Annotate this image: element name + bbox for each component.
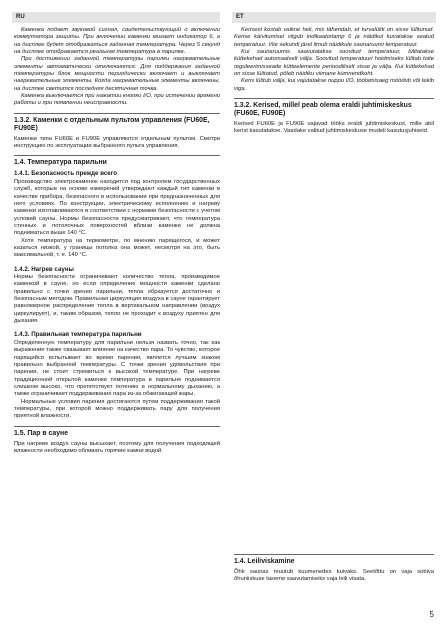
page-number: 5 — [429, 610, 434, 619]
intro-paragraph: Kerisest kostab vaikne heli, mis tähendab, et turvalüliti on sisse lülitunud. Kerise käivitumisel vilgub indikaatorlamp 6 ja näidikul kuvatakse seatud temperatuur. Viie sekundi järel ilmub näidikule saunaruumi temperatuur. — [234, 27, 434, 48]
section-heading-1-5: 1.5. Пар в сауне — [14, 426, 220, 438]
intro-paragraph: Каменка выключается при нажатии кнопки I/O, при истечении времени работы и при появлении неисправности. — [14, 93, 220, 107]
section-text-1-5: При нагреве воздух сауны высыхает, поэтому для получения подходящей влажности необходимо обливать горячие камни водой. — [14, 440, 220, 454]
intro-paragraph: Каменка подает звуковой сигнал, свидетельствующий о включении коммутатора защиты. При включении каменки мигает индикатор 6, а на дисплее будет отображаться заданная температура. Через 5 секунд на дисплее отображается реальная температура в парилке. — [14, 27, 220, 56]
intro-paragraph: При достижении заданной температуры парилки нагревательные элементы автоматически отключаются. Для поддержания заданной температуры блок мощности периодически включает и выключает нагревательные элементы. Когда нагревательные элементы включены, на дисплее светится последняя десятичная точка. — [14, 56, 220, 92]
paragraph-1-4-1-b: Хотя температура на термометре, по мнению парящегося, и может казаться низкой, у границы потолка она может, несмотря на это, быть максимальной, т. е. 140 °С. — [14, 237, 220, 259]
section-text-1-4: Õhk saunas muutub kuumenedes kuivaks. Seetõttu on vaja sobiva õhuniiskuse taseme saavutamiseks vaja leili visata. — [234, 569, 434, 583]
section-heading-1-3-2: 1.3.2. Каменки с отдельным пультом управления (FU60E, FU90E) — [14, 113, 220, 133]
russian-column — [14, 27, 220, 455]
paragraph-1-4-3-b: Нормальные условия парения достигаются путем поддерживания такой температуры, при которой можно поддерживать пару для получения приятной влажности. — [14, 398, 220, 420]
subsection-heading-1-4-2: 1.4.2. Нагрев сауны — [14, 265, 74, 273]
paragraph-1-4-1-a: Производство электрокаменок находится под контролем государственных служб, которые на основе измерений утверждают каждый тип каменки в качестве прибора, безопасного в использовании при предназначенных для него условиях. По конструкции, электрическому исполнению и нагреву каменки изготавливаются в соответствии с нормами безопасности с учетом условий сауны. Нормы безопасности предусматривают, что температура стенных и потолочных поверхностей вблизи каменки не должна подниматься выше 140 °С. — [14, 178, 220, 237]
subsection-heading-1-4-3: 1.4.3. Правильная температура парильни — [14, 331, 142, 339]
intro-paragraph: Keris lülitub välja, kui vajutatakse nuppu I/O, töötamisaeg möödub või tekib viga. — [234, 78, 434, 92]
language-label-et: ET — [236, 14, 244, 20]
intro-paragraph: Kui saunaruumis saavutatakse soovitud temperatuur, lülitatakse küttekehad automaatselt välja. Soovitud temperatuuri hoidmiseks lülitab toite reguleerimisseade kütteelemente perioodiliselt sisse ja välja. Kui küttekehad on sisse lülitatud, põleb näidiku viimane kümnendkoht. — [234, 49, 434, 78]
section-heading-1-4: 1.4. Температура парильни — [14, 155, 220, 167]
language-label-ru: RU — [16, 14, 25, 20]
subsection-heading-1-4-1: 1.4.1. Безопасность прежде всего — [14, 170, 117, 178]
paragraph-1-4-3-a: Определенную температуру для парильни нельзя назвать точно, так как выражение также оказывает влияние на качество пара. То чувство, которое парящийся испытывает во время парения, является лучшим знаком правильно выбранной температуры. С точки зрения удовольствия при парении, не стоит стремиться к высокой температуре. При нагреве традиционной открытой каменки температура в парильне поднимается слишком высоко, что препятствует потению и нормальному дыханию, а также ограничивает поддерживание пара из-за обжигающей жары. — [14, 339, 220, 398]
estonian-column — [234, 27, 434, 136]
section-heading-1-4: 1.4. Leiliviskamine — [234, 554, 434, 566]
section-text-1-3-2: Каменки типа FU60E и FU90E управляются отдельным пультом. Смотри инструкцию по эксплуатации выбранного пульта управления. — [14, 135, 220, 150]
section-text-1-3-2: Kerised FU60E ja FU90E vajavad tööks eraldi juhtimiskeskust, mille abil kerist kasutatakse. Vaadake valitud juhtimiskeskuse mudeli kasutusjuhiseid. — [234, 121, 434, 135]
estonian-column-bottom — [234, 554, 434, 584]
paragraph-1-4-2: Нормы безопасности ограничивают количество тепла, производимое каменкой в сауне, но если определение мощности каменки сделано правильно с точки зрения парильни, тепла образуется достаточно и безопасным методом. Правильная циркуляция воздуха в сауне гарантирует равномерное распределение тепла в вертикальном направлении (воздух циркулирует), и, таким образом, тепло не проходит к воздуху приятен для дыхания. — [14, 274, 220, 325]
language-tab-et — [232, 12, 436, 23]
language-tab-ru — [12, 12, 220, 23]
section-heading-1-3-2: 1.3.2. Kerised, millel peab olema eraldi juhtimiskeskus (FU60E, FU90E) — [234, 98, 434, 118]
